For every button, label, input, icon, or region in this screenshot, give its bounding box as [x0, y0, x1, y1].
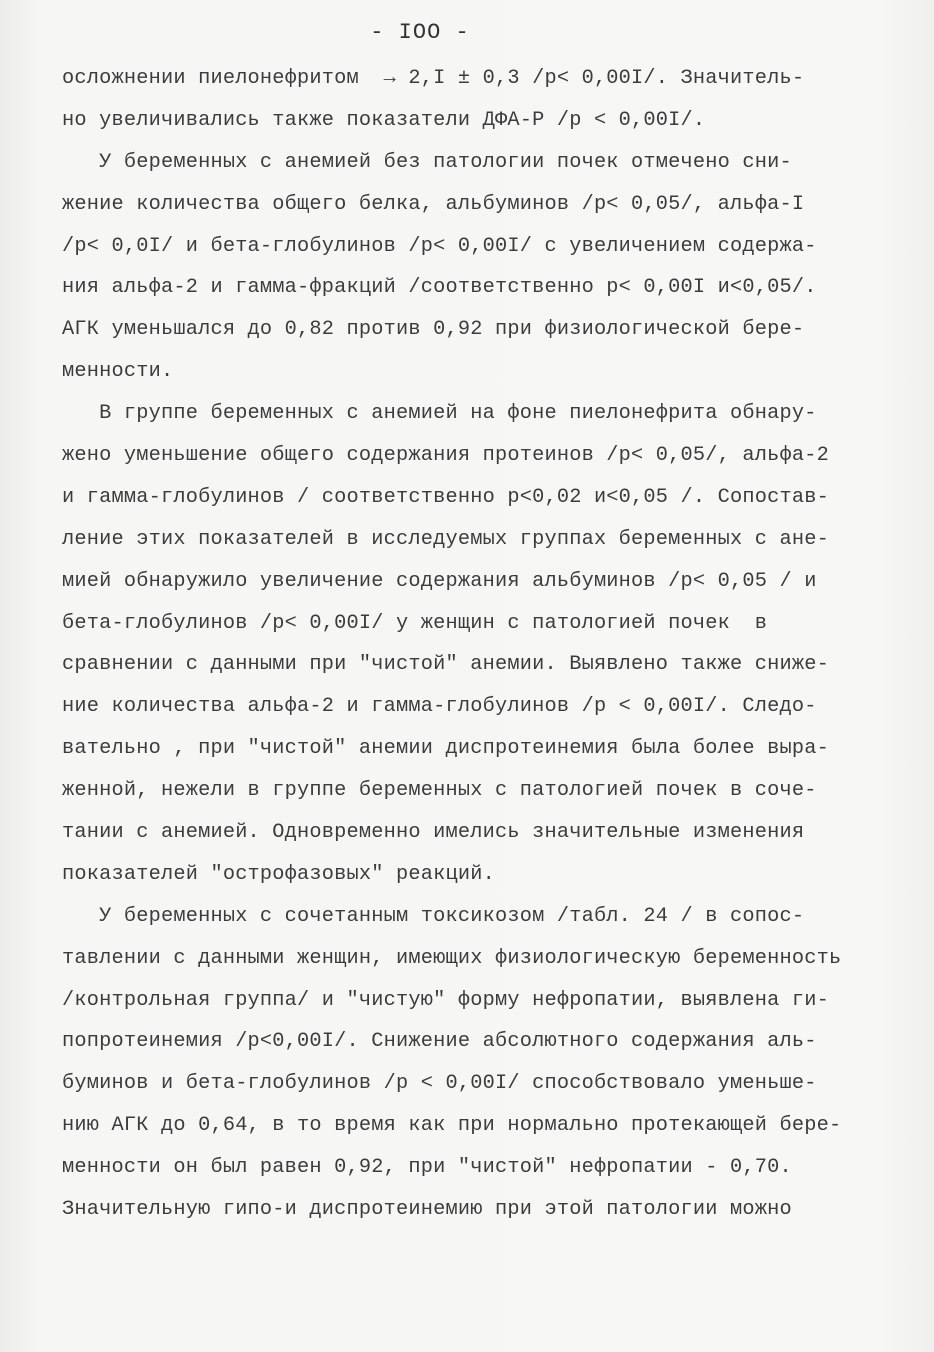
text-line: попротеинемия /p<0,00I/. Снижение абсолютного содержания аль-	[62, 1030, 817, 1054]
text-line: Значительную гипо-и диспротеинемию при этой патологии можно	[62, 1198, 792, 1222]
text-line: /p< 0,0I/ и бета-глобулинов /p< 0,00I/ с увеличением содержа-	[62, 234, 817, 258]
body-text	[62, 64, 862, 1237]
text-line: женной, нежели в группе беременных с патологией почек в соче-	[62, 779, 817, 803]
text-line: буминов и бета-глобулинов /p < 0,00I/ способствовало уменьше-	[62, 1072, 817, 1096]
text-line: показателей "острофазовых" реакций.	[62, 862, 495, 886]
text-line: нию АГК до 0,64, в то время как при нормально протекающей бере-	[62, 1114, 842, 1138]
text-line: тавлении с данными женщин, имеющих физиологическую беременность	[62, 946, 842, 970]
text-line: У беременных с сочетанным токсикозом /табл. 24 / в сопос-	[62, 904, 805, 928]
text-line: В группе беременных с анемией на фоне пиелонефрита обнару-	[62, 402, 817, 426]
text-line: жение количества общего белка, альбуминов /p< 0,05/, альфа-I	[62, 192, 805, 216]
text-line: и гамма-глобулинов / соответственно p<0,02 и<0,05 /. Сопостав-	[62, 485, 829, 509]
text-line: вательно , при "чистой" анемии диспротеинемия была более выра-	[62, 737, 829, 761]
text-line: осложнении пиелонефритом → 2,I ± 0,3 /p< 0,00I/. Значитель-	[62, 67, 805, 90]
text-line: ние количества альфа-2 и гамма-глобулинов /p < 0,00I/. Следо-	[62, 695, 817, 719]
text-line: бета-глобулинов /p< 0,00I/ у женщин с патологией почек в	[62, 611, 768, 635]
page-number: - IOO -	[370, 20, 470, 45]
text-line: мией обнаружило увеличение содержания альбуминов /p< 0,05 / и	[62, 569, 817, 593]
text-line: сравнении с данными при "чистой" анемии. Выявлено также сниже-	[62, 653, 829, 677]
text-line: жено уменьшение общего содержания протеинов /p< 0,05/, альфа-2	[62, 444, 829, 468]
text-line: У беременных с анемией без патологии почек отмечено сни-	[62, 150, 792, 174]
text-line: АГК уменьшался до 0,82 против 0,92 при физиологической бере-	[62, 318, 805, 342]
text-line: ния альфа-2 и гамма-фракций /соответственно p< 0,00I и<0,05/.	[62, 276, 817, 300]
text-line: но увеличивались также показатели ДФА-Р /p < 0,00I/.	[62, 108, 706, 132]
text-line: менности он был равен 0,92, при "чистой" нефропатии - 0,70.	[62, 1156, 792, 1180]
text-line: тании с анемией. Одновременно имелись значительные изменения	[62, 821, 805, 845]
text-line: /контрольная группа/ и "чистую" форму нефропатии, выявлена ги-	[62, 988, 829, 1012]
text-line: ление этих показателей в исследуемых группах беременных с ане-	[62, 527, 829, 551]
text-line: менности.	[62, 360, 174, 384]
